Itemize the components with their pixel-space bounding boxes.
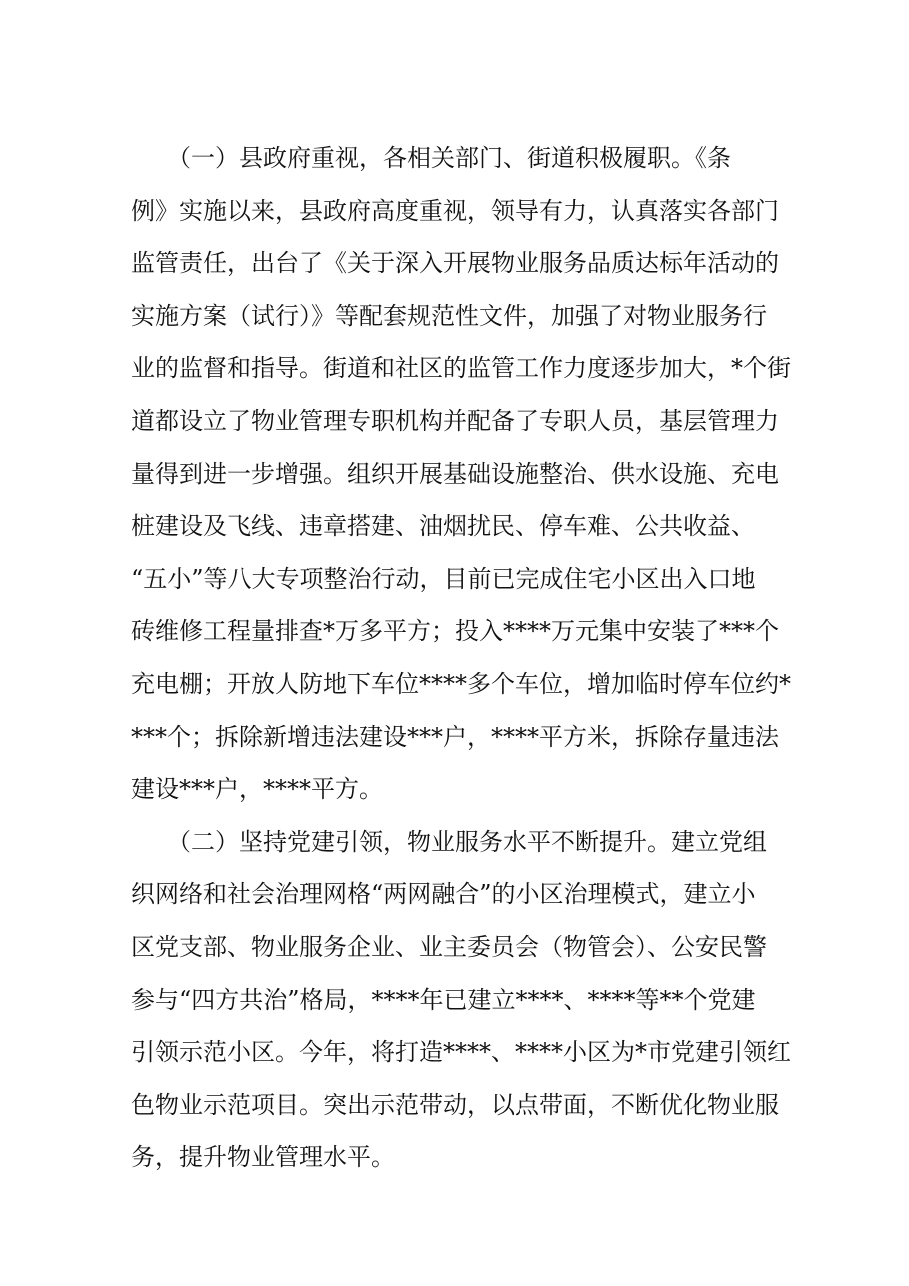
paragraph-line: 建设***户，****平方。 (131, 775, 383, 804)
paragraph-line: （二）坚持党建引领，物业服务水平不断提升。建立党组 (131, 827, 767, 856)
paragraph-1 (131, 140, 801, 824)
paragraph-2 (131, 824, 801, 1192)
paragraph-line: 织网络和社会治理网格“两网融合”的小区治理模式，建立小 (131, 880, 756, 909)
paragraph-line: 实施方案（试行）》等配套规范性文件，加强了对物业服务行 (131, 301, 767, 330)
paragraph-line: 参与“四方共治”格局，****年已建立****、****等**个党建 (131, 985, 756, 1014)
paragraph-line: 桩建设及飞线、违章搭建、油烟扰民、停车难、公共收益、 (131, 512, 755, 541)
paragraph-line: 充电棚；开放人防地下车位****多个车位，增加临时停车位约* (131, 669, 791, 698)
paragraph-line: 砖维修工程量排查*万多平方；投入****万元集中安装了***个 (131, 617, 779, 646)
paragraph-line: 量得到进一步增强。组织开展基础设施整治、供水设施、充电 (131, 459, 779, 488)
paragraph-line: 监管责任，出台了《关于深入开展物业服务品质达标年活动的 (131, 249, 779, 278)
paragraph-line: 引领示范小区。今年，将打造****、****小区为*市党建引领红 (131, 1038, 791, 1067)
document-body (131, 140, 801, 1192)
paragraph-line: 务，提升物业管理水平。 (131, 1143, 395, 1172)
paragraph-line: 色物业示范项目。突出示范带动，以点带面，不断优化物业服 (131, 1090, 779, 1119)
paragraph-line: 区党支部、物业服务企业、业主委员会（物管会）、公安民警 (131, 932, 767, 961)
paragraph-line: ***个；拆除新增违法建设***户，****平方米，拆除存量违法 (131, 722, 779, 751)
paragraph-line: 业的监督和指导。街道和社区的监管工作力度逐步加大，*个街 (131, 354, 791, 383)
paragraph-line: 道都设立了物业管理专职机构并配备了专职人员，基层管理力 (131, 406, 779, 435)
paragraph-line: “五小”等八大专项整治行动，目前已完成住宅小区出入口地 (131, 564, 756, 593)
paragraph-line: 例》实施以来，县政府高度重视，领导有力，认真落实各部门 (131, 196, 779, 225)
paragraph-line: （一）县政府重视，各相关部门、街道积极履职。《条 (131, 144, 731, 172)
